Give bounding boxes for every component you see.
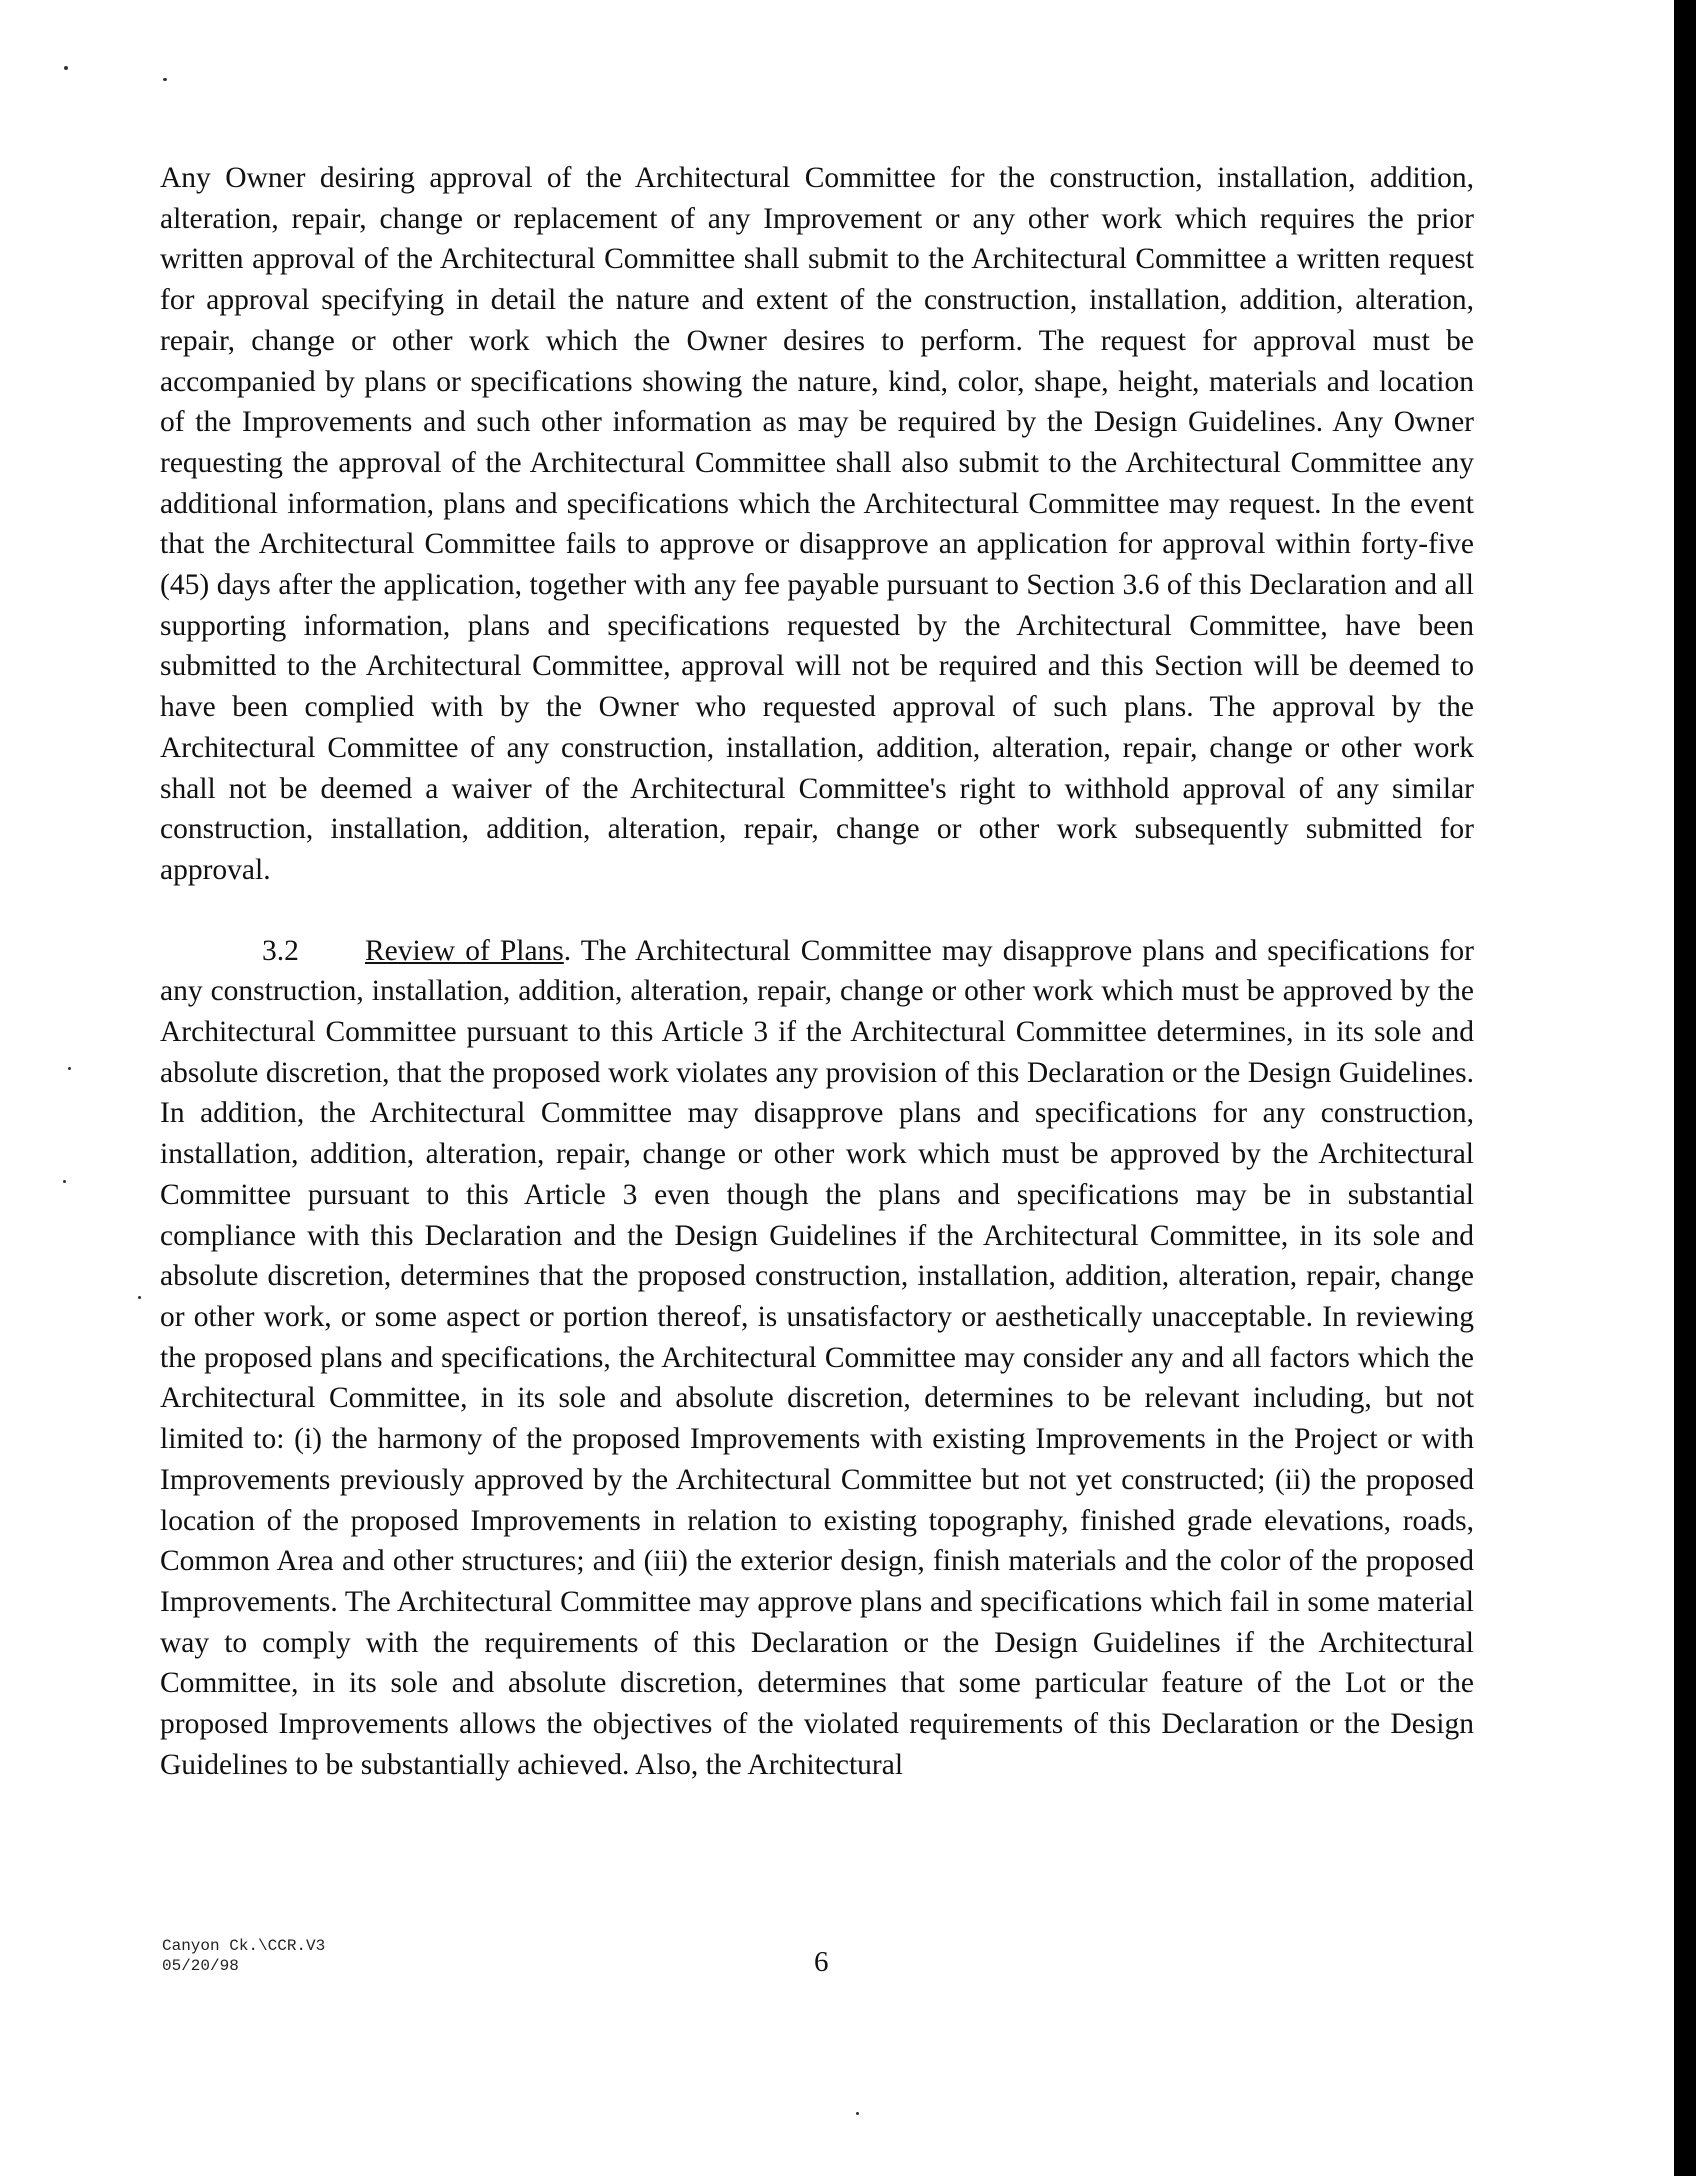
- section-title: Review of Plans: [365, 934, 564, 967]
- footer-date: 05/20/98: [162, 1957, 239, 1975]
- scan-speck: [68, 1067, 71, 1070]
- scan-border: [1674, 0, 1696, 2176]
- document-body: [160, 158, 1474, 1785]
- scan-speck: [138, 1296, 141, 1299]
- footer-file-info: [162, 1936, 325, 1976]
- paragraph-review-of-plans: [160, 931, 1474, 1786]
- page-number: 6: [814, 1946, 829, 1978]
- footer-file-ref: Canyon Ck.\CCR.V3: [162, 1937, 326, 1955]
- scan-speck: [856, 2112, 859, 2115]
- section-title-period: .: [563, 934, 572, 967]
- scan-speck: [64, 66, 68, 70]
- scan-speck: [63, 1180, 66, 1183]
- scan-speck: [163, 78, 167, 81]
- section-number: 3.2: [262, 934, 299, 967]
- paragraph-approval-request: Any Owner desiring approval of the Architectural Committee for the construction, installation, addition, alteration, repair, change or replacement of any Improvement or any other work which requires the prior written approval of the Architectural Committee shall submit to the Architectural Committee a written request for approval specifying in detail the nature and extent of the construction, installation, addition, alteration, repair, change or other work which the Owner desires to perform. The request for approval must be accompanied by plans or specifications showing the nature, kind, color, shape, height, materials and location of the Improvements and such other information as may be required by the Design Guidelines. Any Owner requesting the approval of the Architectural Committee shall also submit to the Architectural Committee any additional information, plans and specifications which the Architectural Committee may request. In the event that the Architectural Committee fails to approve or disapprove an application for approval within forty-five (45) days after the application, together with any fee payable pursuant to Section 3.6 of this Declaration and all supporting information, plans and specifications requested by the Architectural Committee, have been submitted to the Architectural Committee, approval will not be required and this Section will be deemed to have been complied with by the Owner who requested approval of such plans. The approval by the Architectural Committee of any construction, installation, addition, alteration, repair, change or other work shall not be deemed a waiver of the Architectural Committee's right to withhold approval of any similar construction, installation, addition, alteration, repair, change or other work subsequently submitted for approval.: [160, 162, 1474, 886]
- section-body: The Architectural Committee may disapprove plans and specifications for any construction, installation, addition, alteration, repair, change or other work which must be approved by the Architectural Committee pursuant to this Article 3 if the Architectural Committee determines, in its sole and absolute discretion, that the proposed work violates any provision of this Declaration or the Design Guidelines. In addition, the Architectural Committee may disapprove plans and specifications for any construction, installation, addition, alteration, repair, change or other work which must be approved by the Architectural Committee pursuant to this Article 3 even though the plans and specifications may be in substantial compliance with this Declaration and the Design Guidelines if the Architectural Committee, in its sole and absolute discretion, determines that the proposed construction, installation, addition, alteration, repair, change or other work, or some aspect or portion thereof, is unsatisfactory or aesthetically unacceptable. In reviewing the proposed plans and specifications, the Architectural Committee may consider any and all factors which the Architectural Committee, in its sole and absolute discretion, determines to be relevant including, but not limited to: (i) the harmony of the proposed Improvements with existing Improvements in the Project or with Improvements previously approved by the Architectural Committee but not yet constructed; (ii) the proposed location of the proposed Improvements in relation to existing topography, finished grade elevations, roads, Common Area and other structures; and (iii) the exterior design, finish materials and the color of the proposed Improvements. The Architectural Committee may approve plans and specifications which fail in some material way to comply with the requirements of this Declaration or the Design Guidelines if the Architectural Committee, in its sole and absolute discretion, determines that some particular feature of the Lot or the proposed Improvements allows the objectives of the violated requirements of this Declaration or the Design Guidelines to be substantially achieved. Also, the Architectural: [160, 934, 1474, 1781]
